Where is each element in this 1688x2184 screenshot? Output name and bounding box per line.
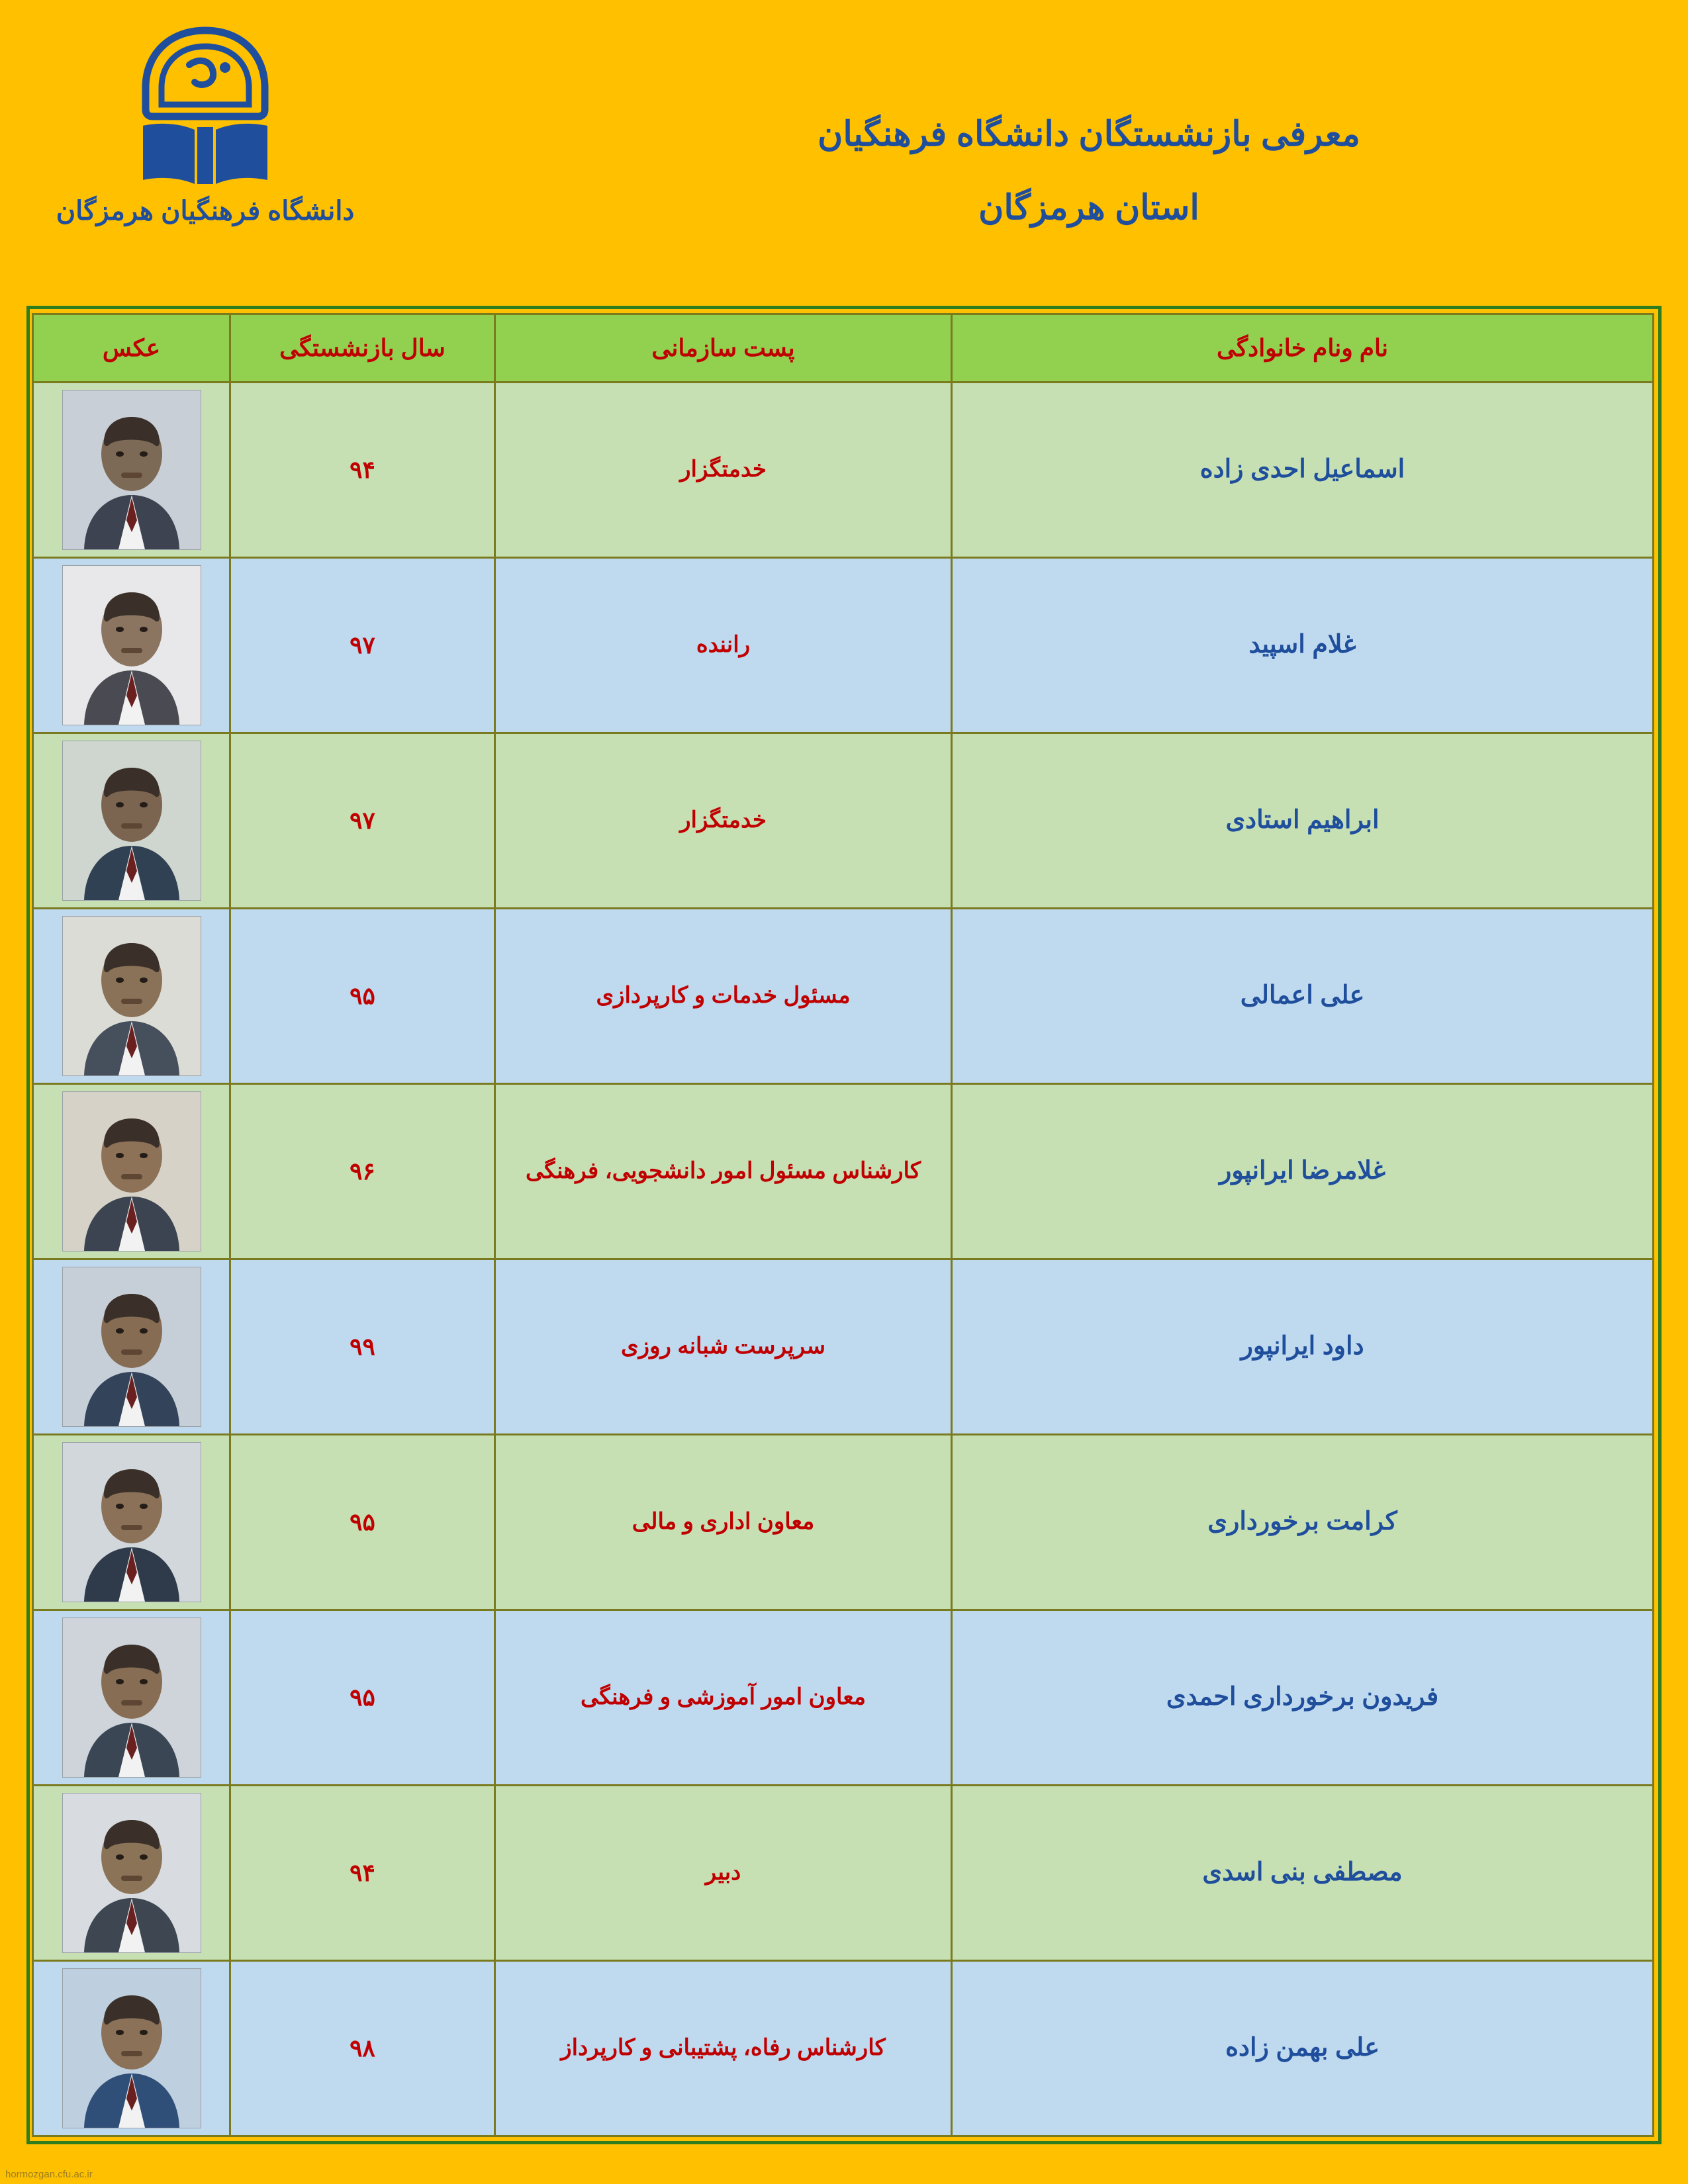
cell-name: اسماعیل احدی زاده [952,383,1654,558]
portrait-photo [62,916,201,1076]
cell-post: معاون امور آموزشی و فرهنگی [495,1610,952,1786]
cell-post: دبیر [495,1786,952,1961]
cell-post: کارشناس رفاه، پشتیبانی و کارپرداز [495,1961,952,2136]
cell-post: سرپرست شبانه روزی [495,1259,952,1435]
cell-photo [33,909,230,1084]
table-row [33,1435,1654,1610]
cell-name: غلام اسپید [952,558,1654,733]
cell-retirement-year: ۹۸ [230,1961,495,2136]
cell-retirement-year: ۹۴ [230,1786,495,1961]
cell-name: مصطفی بنی اسدی [952,1786,1654,1961]
brand-name: دانشگاه فرهنگیان هرمزگان [56,197,355,226]
portrait-photo [62,390,201,550]
roster-table-frame [26,306,1662,2144]
portrait-photo [62,741,201,901]
table-row [33,733,1654,909]
cell-photo [33,733,230,909]
page-subtitle: استان هرمزگان [978,189,1199,228]
cell-name: ابراهیم استادی [952,733,1654,909]
site-watermark: hormozgan.cfu.ac.ir [5,2169,93,2180]
portrait-photo [62,1442,201,1602]
poster-titles [410,0,1688,227]
cell-retirement-year: ۹۹ [230,1259,495,1435]
cell-photo [33,1259,230,1435]
table-row [33,383,1654,558]
cell-retirement-year: ۹۷ [230,733,495,909]
cell-name: داود ایرانپور [952,1259,1654,1435]
table-row [33,1610,1654,1786]
university-logo-icon [126,26,285,192]
roster-table-head [33,314,1654,383]
cell-photo [33,1435,230,1610]
table-row [33,1084,1654,1259]
cell-retirement-year: ۹۴ [230,383,495,558]
cell-name: علی بهمن زاده [952,1961,1654,2136]
portrait-photo [62,565,201,725]
brand-block [0,0,410,226]
cell-photo [33,383,230,558]
cell-post: راننده [495,558,952,733]
cell-retirement-year: ۹۵ [230,1610,495,1786]
page-title: معرفی بازنشستگان دانشگاه فرهنگیان [818,115,1360,154]
column-header-post: پست سازمانی [495,314,952,383]
column-header-name: نام ونام خانوادگی [952,314,1654,383]
cell-photo [33,1610,230,1786]
cell-retirement-year: ۹۵ [230,1435,495,1610]
roster-table [32,313,1654,2137]
cell-post: خدمتگزار [495,383,952,558]
table-row [33,1786,1654,1961]
cell-post: مسئول خدمات و کارپردازی [495,909,952,1084]
column-header-photo: عکس [33,314,230,383]
cell-post: کارشناس مسئول امور دانشجویی، فرهنگی [495,1084,952,1259]
table-row [33,909,1654,1084]
cell-name: علی اعمالی [952,909,1654,1084]
cell-retirement-year: ۹۵ [230,909,495,1084]
table-row [33,1961,1654,2136]
table-header-row [33,314,1654,383]
portrait-photo [62,1267,201,1427]
portrait-photo [62,1968,201,2128]
cell-photo [33,1084,230,1259]
portrait-photo [62,1793,201,1953]
cell-name: کرامت برخورداری [952,1435,1654,1610]
cell-retirement-year: ۹۷ [230,558,495,733]
cell-post: خدمتگزار [495,733,952,909]
roster-table-body [33,383,1654,2136]
table-row [33,558,1654,733]
cell-post: معاون اداری و مالی [495,1435,952,1610]
cell-photo [33,1786,230,1961]
cell-photo [33,1961,230,2136]
cell-photo [33,558,230,733]
column-header-year: سال بازنشستگی [230,314,495,383]
cell-name: فریدون برخورداری احمدی [952,1610,1654,1786]
table-row [33,1259,1654,1435]
poster-header [0,0,1688,301]
portrait-photo [62,1617,201,1778]
cell-name: غلامرضا ایرانپور [952,1084,1654,1259]
cell-retirement-year: ۹۶ [230,1084,495,1259]
portrait-photo [62,1091,201,1251]
